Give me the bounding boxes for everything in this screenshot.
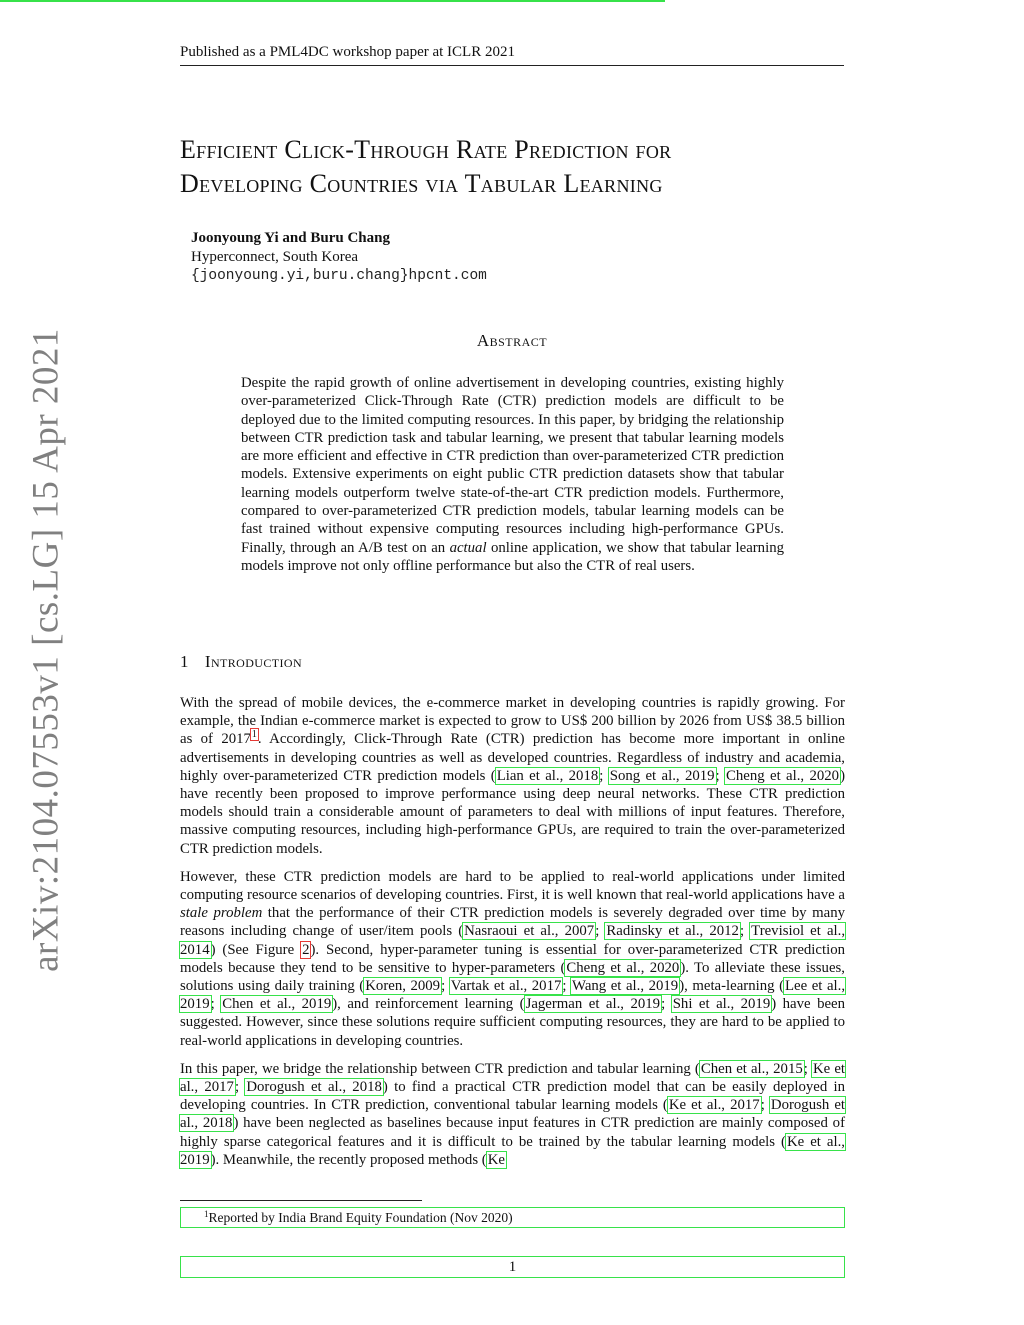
citation-link[interactable]: Ke et al., 2017 [180,1060,845,1096]
text-run: ) have recently been proposed to improve performance using deep neural networks. These CTR prediction models should train a considerable amount of parameters to deal with millions of input features. Therefore, massive computing resources, including high-performance GPUs, are required to train the over-parameterized CTR prediction models. [180,767,845,857]
text-run: ) to find a practical CTR prediction model that can be easily deployed in developing countries. In CTR prediction, conventional tabular learning models ( [180,1079,846,1114]
author-email: {joonyoung.yi,buru.chang}hpcnt.com [191,268,487,284]
text-run: ) have been neglected as baselines because input features in CTR prediction are mainly composed of highly sparse categorical features and it is difficult to be trained by the tabular learning models ( [180,1115,845,1150]
citation-link[interactable]: Radinsky et al., 2012 [606,923,739,940]
citation-link[interactable]: Trevisiol et al., 2014 [180,923,846,958]
citation-link[interactable]: Koren, 2009 [365,978,441,995]
title-line-1: Efficient Click-Through Rate Prediction for [180,135,672,164]
paragraph: However, these CTR prediction models are hard to be applied to real-world applications under limited computing resource scenarios of developing countries. First, it is well known that real-world applications have a stale problem that the performance of their CTR prediction models is severely degraded over time by many reasons including change of user/item pools (Nasraoui et al., 2007; Radinsky et al., 2012; Trevisiol et al., 2014) (See Figure 2). Second, hyper-parameter tuning is essential for over-parameterized CTR prediction models because they tend to be sensitive to hyper-parameters (Cheng et al., 2020). To alleviate these issues, solutions using daily training (Koren, 2009; Vartak et al., 2017; Wang et al., 2019), meta-learning (Lee et al., 2019; Chen et al., 2019), and reinforcement learning (Jagerman et al., 2019; Shi et al., 2019) have been suggested. However, since these solutions require sufficient computing resources, they are hard to be applied to real-world applications in developing countries. [180,868,846,1049]
citation-link[interactable]: Cheng et al., 2020 [726,767,840,784]
text-run: ). Meanwhile, the recently proposed methods ( [210,1151,487,1168]
section-heading [180,652,302,672]
paragraph: With the spread of mobile devices, the e-commerce market in developing countries is rapidly growing. For example, the Indian e-commerce market is expected to grow to US$ 200 billion by 2026 from US$ 38.5 billion as of 2017$^1$. Accordingly, Click-Through Rate (CTR) prediction has become more important in online advertisements in developing countries as well as developed countries. Regardless of industry and academia, highly over-parameterized CTR prediction models (Lian et al., 2018; Song et al., 2019; Cheng et al., 2020) have recently been proposed to improve performance using deep neural networks. These CTR prediction models should train a considerable amount of parameters to deal with millions of input features. Therefore, massive computing resources, including high-performance GPUs, are required to train the over-parameterized CTR prediction models. [180,695,845,857]
citation-link[interactable]: Chen et al., 2015 [700,1060,803,1077]
top-link-highlight [0,0,665,2]
text-run: ), meta-learning ( [679,978,784,995]
abstract-text [241,374,784,575]
citation-link[interactable]: Wang et al., 2019 [572,978,679,995]
citation-link[interactable]: Cheng et al., 2020 [566,959,680,976]
author-names: Joonyoung Yi and Buru Chang [191,230,390,246]
footnote-text: Reported by India Brand Equity Foundation (Nov 2020) [208,1210,513,1225]
citation-link[interactable]: Ke et al., 2017 [668,1097,760,1114]
paper-title [180,133,850,201]
text-run: . Accordingly, Click-Through Rate (CTR) prediction has become more important in online advertisements in developing countries as well as developed countries. Regardless of industry and academia, highly over-parameterized CTR prediction models ( [180,731,845,784]
footnote-link[interactable]: 1 [251,729,257,741]
text-run: that the performance of their CTR prediction models is severely degraded over time by many reasons including change of user/item pools ( [180,905,845,940]
running-header: Published as a PML4DC workshop paper at ICLR 2021 [180,44,844,66]
citation-link[interactable]: Lee et al., 2019 [180,978,846,1013]
text-run: ) (See Figure [210,941,302,958]
footnote-mark: 1 [204,1208,209,1219]
citation-link[interactable]: Shi et al., 2019 [672,996,771,1013]
text-run: ) have been suggested. However, since these solutions require sufficient computing resources, they are hard to be applied to real-world applications in developing countries. [180,996,845,1049]
title-line-2: Developing Countries via Tabular Learning [180,169,663,198]
citation-link[interactable]: Lian et al., 2018 [496,767,599,784]
paragraph: In this paper, we bridge the relationship between CTR prediction and tabular learning (Chen et al., 2015; Ke et al., 2017; Dorogush et al., 2018) to find a practical CTR prediction model that can be easily deployed in developing countries. In CTR prediction, conventional tabular learning models (Ke et al., 2017; Dorogush et al., 2018) have been neglected as baselines because input features in CTR prediction are mainly composed of highly sparse categorical features and it is difficult to be trained by the tabular learning models (Ke et al., 2019). Meanwhile, the recently proposed methods (Ke [180,1060,846,1168]
figure-link[interactable]: 2 [302,941,310,958]
citation-link[interactable]: Dorogush et al., 2018 [246,1079,382,1096]
arxiv-watermark: arXiv:2104.07553v1 [cs.LG] 15 Apr 2021 [25,328,67,972]
footnote-separator [180,1200,422,1201]
body-text [180,694,845,1179]
citation-link[interactable]: Jagerman et al., 2019 [525,996,661,1013]
footnote[interactable] [180,1207,845,1228]
citation-link[interactable]: Song et al., 2019 [609,767,715,784]
citation-link[interactable]: Chen et al., 2019 [222,996,332,1013]
citation-link[interactable]: Ke [487,1151,505,1168]
abstract-part: Despite the rapid growth of online advertisement in developing countries, existing highly over-parameterized Click-Through Rate (CTR) prediction models are difficult to be deployed due to the limited computing resources. In this paper, by bridging the relationship between CTR prediction task and tabular learning, we present that tabular learning models are more efficient and effective in CTR prediction than over-parameterized CTR prediction models. Extensive experiments on eight public CTR prediction datasets show that tabular learning models outperform twelve state-of-the-art CTR prediction models. Furthermore, compared to over-parameterized CTR prediction models, tabular learning models can be fast trained without expensive computing resources including high-performance GPUs. Finally, through an A/B test on an [241,375,784,556]
citation-link[interactable]: Dorogush et al., 2018 [180,1097,846,1132]
abstract-part: online application, we show that tabular learning models improve not only offline performance but also the CTR of real users. [241,539,784,574]
abstract-heading: Abstract [476,331,548,350]
author-block [191,229,487,286]
section-number: 1 [180,652,189,671]
citation-link[interactable]: Vartak et al., 2017 [450,978,562,995]
citation-link[interactable]: Nasraoui et al., 2007 [464,923,595,940]
text-run: In this paper, we bridge the relationship between CTR prediction and tabular learning ( [180,1060,700,1077]
text-run: ). To alleviate these issues, solutions using daily training ( [180,959,845,995]
page-number[interactable]: 1 [180,1256,845,1278]
section-title: Introduction [204,652,303,671]
abstract-emphasis: actual [449,539,487,556]
text-run: ). Second, hyper-parameter tuning is essential for over-parameterized CTR prediction models because they tend to be sensitive to hyper-parameters ( [180,941,846,976]
emphasis: stale problem [180,905,263,922]
citation-link[interactable]: Ke et al., 2019 [180,1133,845,1168]
text-run: With the spread of mobile devices, the e-commerce market in developing countries is rapidly growing. For example, the Indian e-commerce market is expected to grow to US$ 200 billion by 2026 from US$ 38.5 billion as of 2017 [180,695,845,748]
author-affiliation: Hyperconnect, South Korea [191,249,359,265]
text-run: However, these CTR prediction models are hard to be applied to real-world applications under limited computing resource scenarios of developing countries. First, it is well known that real-world applications have a [180,868,845,904]
text-run: ), and reinforcement learning ( [332,996,525,1013]
